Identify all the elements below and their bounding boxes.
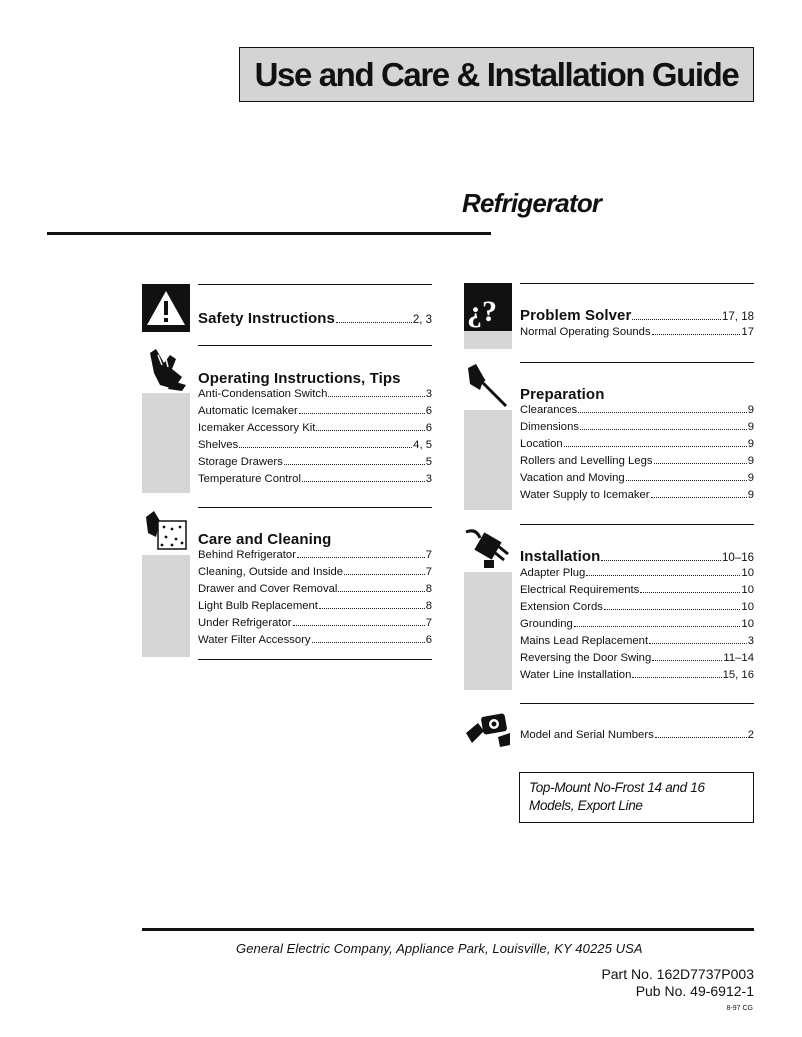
top-divider [47, 232, 491, 235]
section-title: Safety Instructions [198, 310, 335, 327]
section-operating-instructions [142, 345, 432, 495]
camera-tag-icon [464, 703, 512, 751]
warning-triangle-icon [142, 284, 190, 332]
sponge-hand-icon [142, 507, 190, 555]
section-title: Installation [520, 548, 601, 565]
toc-entry[interactable]: Icemaker Accessory Kit 6 [198, 422, 432, 434]
company-address: General Electric Company, Appliance Park, Louisville, KY 40225 USA [236, 941, 643, 956]
toc-entry[interactable]: Clearances 9 [520, 404, 754, 416]
product-subtitle: Refrigerator [462, 188, 602, 218]
section-end-rule [198, 659, 432, 660]
dot-leader [632, 319, 721, 320]
section-rule [198, 507, 432, 508]
toc-entry[interactable]: Mains Lead Replacement 3 [520, 635, 754, 647]
section-rule [520, 524, 754, 525]
toc-entry[interactable]: Temperature Control 3 [198, 473, 432, 485]
section-safety-instructions [142, 284, 432, 334]
toc-entry[interactable]: Light Bulb Replacement 8 [198, 600, 432, 612]
plug-icon [464, 524, 512, 572]
page-ref: 10–16 [722, 552, 754, 564]
models-note-box [519, 772, 754, 823]
toc-entry[interactable]: Dimensions 9 [520, 421, 754, 433]
question-marks-icon [464, 283, 512, 331]
section-rule [520, 362, 754, 363]
toc-entry[interactable]: Water Supply to Icemaker 9 [520, 489, 754, 501]
toc-entry[interactable]: Location 9 [520, 438, 754, 450]
publication-number: Pub No. 49-6912-1 [635, 983, 754, 999]
section-title: Care and Cleaning [198, 531, 332, 548]
toc-entry[interactable]: Reversing the Door Swing 11–14 [520, 652, 754, 664]
toc-entry[interactable]: Storage Drawers 5 [198, 456, 432, 468]
toc-entry[interactable]: Vacation and Moving 9 [520, 472, 754, 484]
toc-entry[interactable]: Drawer and Cover Removal 8 [198, 583, 432, 595]
toc-entry[interactable]: Behind Refrigerator 7 [198, 549, 432, 561]
toc-entry[interactable]: Anti-Condensation Switch 3 [198, 388, 432, 400]
toc-entry[interactable]: Rollers and Levelling Legs 9 [520, 455, 754, 467]
guide-title: Use and Care & Installation Guide [254, 55, 739, 93]
models-note-line: Models, Export Line [529, 798, 643, 813]
toc-entry-safety[interactable] [198, 310, 432, 327]
section-title: Operating Instructions, Tips [198, 370, 401, 387]
toc-entry[interactable]: Adapter Plug 10 [520, 567, 754, 579]
screwdriver-hand-icon [464, 362, 512, 410]
bottom-divider [142, 928, 754, 931]
part-number: Part No. 162D7737P003 [601, 966, 754, 982]
toc-entry[interactable]: Water Line Installation 15, 16 [520, 669, 754, 681]
svg-text:¿?: ¿? [467, 295, 497, 328]
page-ref: 17, 18 [722, 311, 754, 323]
section-title: Preparation [520, 386, 605, 403]
toc-entry[interactable]: Extension Cords 10 [520, 601, 754, 613]
toc-entry[interactable]: Model and Serial Numbers 2 [520, 729, 754, 741]
toc-entry-problem-solver[interactable] [520, 307, 754, 324]
section-title: Problem Solver [520, 307, 632, 324]
section-problem-solver [464, 283, 754, 351]
section-model-serial [464, 703, 754, 753]
page-ref: 2, 3 [412, 314, 432, 326]
toc-entry[interactable]: Automatic Icemaker 6 [198, 405, 432, 417]
section-care-cleaning [142, 507, 432, 659]
date-code: 8-97 CG [726, 1005, 753, 1012]
section-rule [198, 284, 432, 285]
toc-entry[interactable]: Normal Operating Sounds 17 [520, 326, 754, 338]
section-rule [198, 345, 432, 346]
dot-leader [336, 322, 412, 323]
hand-pointer-icon [142, 345, 190, 393]
section-rule [520, 283, 754, 284]
toc-entry[interactable]: Shelves 4, 5 [198, 439, 432, 451]
toc-entry[interactable]: Under Refrigerator 7 [198, 617, 432, 629]
models-note-line: Top-Mount No-Frost 14 and 16 [529, 780, 705, 795]
toc-entry[interactable]: Grounding 10 [520, 618, 754, 630]
toc-entry[interactable]: Electrical Requirements 10 [520, 584, 754, 596]
section-rule [520, 703, 754, 704]
dot-leader [601, 560, 721, 561]
toc-entry-installation[interactable] [520, 548, 754, 565]
toc-entry[interactable]: Cleaning, Outside and Inside 7 [198, 566, 432, 578]
section-preparation [464, 362, 754, 512]
guide-title-box [239, 47, 754, 102]
section-installation [464, 524, 754, 692]
toc-entry[interactable]: Water Filter Accessory 6 [198, 634, 432, 646]
